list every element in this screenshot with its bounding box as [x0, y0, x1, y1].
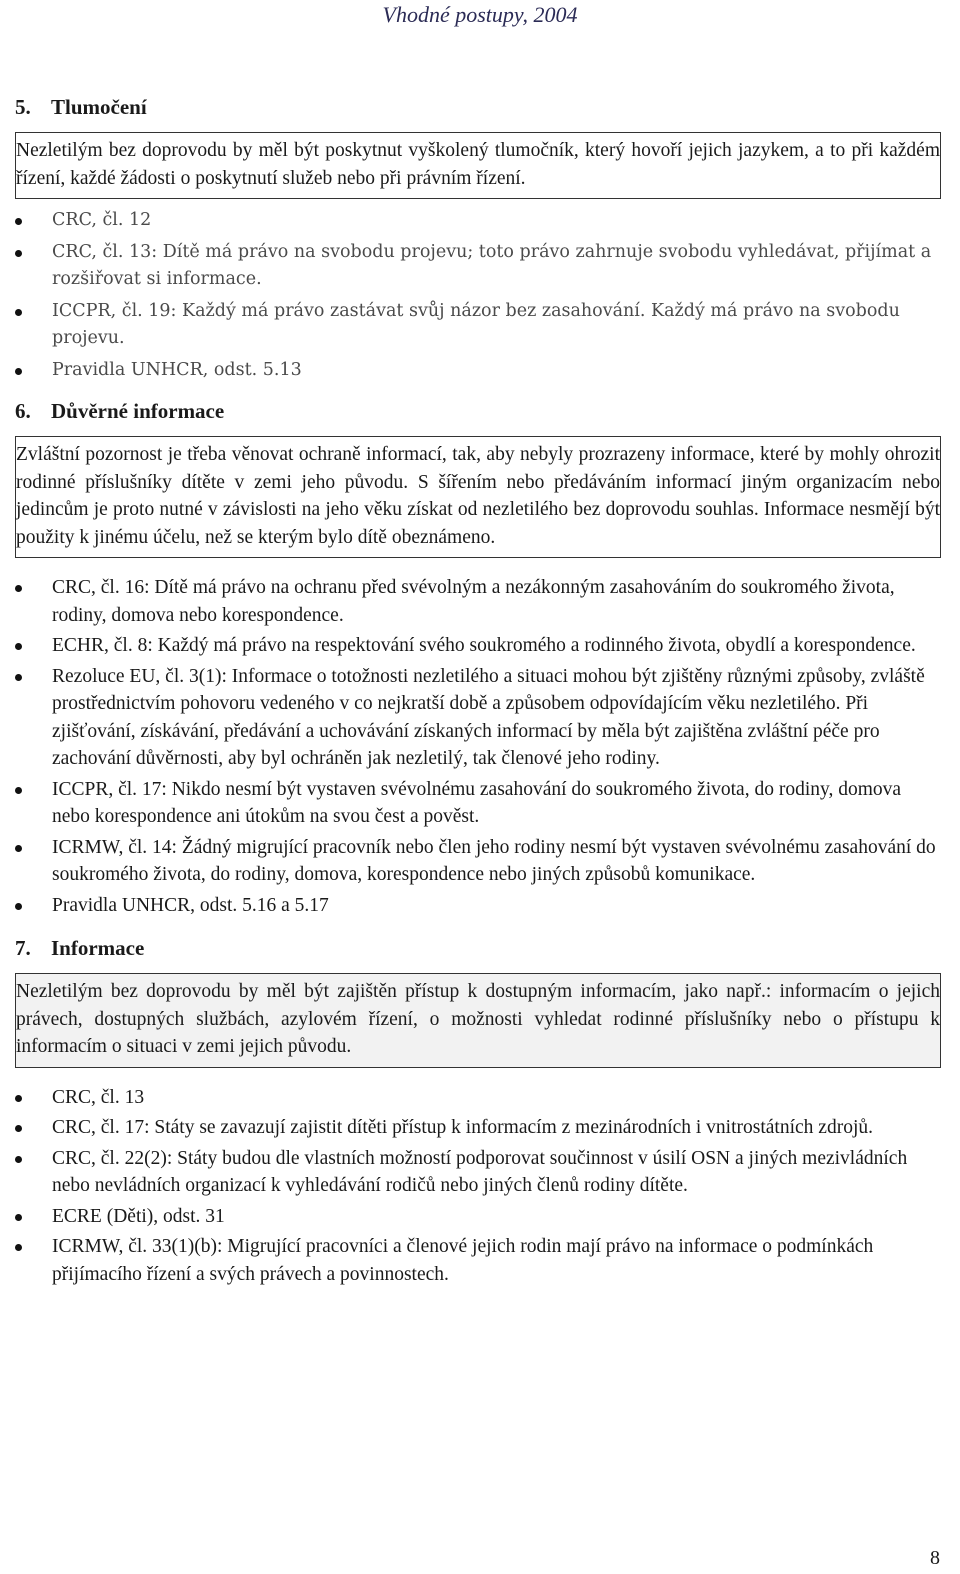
section-title: Tlumočení — [51, 95, 147, 119]
list-item: ICRMW, čl. 14: Žádný migrující pracovník nebo člen jeho rodiny nesmí být vystaven svévolnému zasahování do soukromého života, do rodiny, domova, korespondence nebo jiných způsobů komunikace. — [15, 834, 941, 889]
list-item: ECRE (Děti), odst. 31 — [15, 1203, 941, 1231]
list-item: CRC, čl. 17: Státy se zavazují zajistit dítěti přístup k informacím z mezinárodních i vnitrostátních zdrojů. — [15, 1114, 941, 1142]
list-item: Pravidla UNHCR, odst. 5.13 — [15, 357, 941, 385]
section-box-5: Nezletilým bez doprovodu by měl být poskytnut vyškolený tlumočník, který hovoří jejich jazykem, a to při každém řízení, každé žádosti o poskytnutí služeb nebo při právním řízení. — [15, 132, 941, 199]
list-item: CRC, čl. 13 — [15, 1084, 941, 1112]
section-box-7: Nezletilým bez doprovodu by měl být zajištěn přístup k dostupným informacím, jako např.: informacím o jejich právech, dostupných službách, azylovém řízení, o možnosti vyhledat rodinné příslušníky nebo o přístupu k informacím o situaci v zemi jejich původu. — [15, 973, 941, 1068]
section-heading-6 — [15, 396, 941, 426]
reference-list-5 — [15, 207, 941, 384]
reference-list-6 — [15, 574, 941, 919]
list-item: ICRMW, čl. 33(1)(b): Migrující pracovníci a členové jejich rodin mají právo na informace o podmínkách přijímacího řízení a svých právech a povinnostech. — [15, 1233, 941, 1288]
list-item: ICCPR, čl. 19: Každý má právo zastávat svůj názor bez zasahování. Každý má právo na svobodu projevu. — [15, 298, 941, 353]
list-item: ECHR, čl. 8: Každý má právo na respektování svého soukromého a rodinného života, obydlí a korespondence. — [15, 632, 941, 660]
list-item: CRC, čl. 12 — [15, 207, 941, 235]
section-heading-5 — [15, 92, 941, 122]
list-item: CRC, čl. 22(2): Státy budou dle vlastních možností podporovat součinnost v úsilí OSN a jiných mezivládních nebo nevládních organizací k vyhledávání rodičů nebo jiných členů rodiny dítěte. — [15, 1145, 941, 1200]
list-item: Rezoluce EU, čl. 3(1): Informace o totožnosti nezletilého a situaci mohou být zjištěny různými způsoby, zvláště prostřednictvím pohovoru vedeného v co nejkratší době a způsobem odpovídajícím věku nezletilého. Při zjišťování, získávání, předávání a uchovávání získaných informací by měla být zajištěna zvláštní péče pro zachování důvěrnosti, aby byl ochráněn jak nezletilý, tak členové jeho rodiny. — [15, 663, 941, 773]
section-box-6: Zvláštní pozornost je třeba věnovat ochraně informací, tak, aby nebyly prozrazeny informace, které by mohly ohrozit rodinné příslušníky dítěte v zemi jeho původu. S šířením nebo předáváním informací jiným organizacím nebo jedincům je proto nutné v závislosti na jeho věku získat od nezletilého bez doprovodu souhlas. Informace nesmějí být použity k jinému účelu, než se kterým bylo dítě obeznámeno. — [15, 436, 941, 558]
list-item: ICCPR, čl. 17: Nikdo nesmí být vystaven svévolnému zasahování do soukromého života, do rodiny, domova nebo korespondence ani útokům na svou čest a pověst. — [15, 776, 941, 831]
section-title: Informace — [51, 936, 145, 960]
section-title: Důvěrné informace — [51, 399, 225, 423]
page-content — [15, 92, 941, 1300]
list-item: Pravidla UNHCR, odst. 5.16 a 5.17 — [15, 892, 941, 920]
section-number: 5. — [15, 95, 31, 119]
section-number: 6. — [15, 399, 31, 423]
page-number: 8 — [930, 1547, 940, 1569]
list-item: CRC, čl. 16: Dítě má právo na ochranu před svévolným a nezákonným zasahováním do soukromého života, rodiny, domova nebo korespondence. — [15, 574, 941, 629]
section-heading-7 — [15, 933, 941, 963]
list-item: CRC, čl. 13: Dítě má právo na svobodu projevu; toto právo zahrnuje svobodu vyhledávat, přijímat a rozšiřovat si informace. — [15, 239, 941, 294]
running-header: Vhodné postupy, 2004 — [382, 2, 578, 27]
reference-list-7 — [15, 1084, 941, 1289]
section-number: 7. — [15, 936, 31, 960]
